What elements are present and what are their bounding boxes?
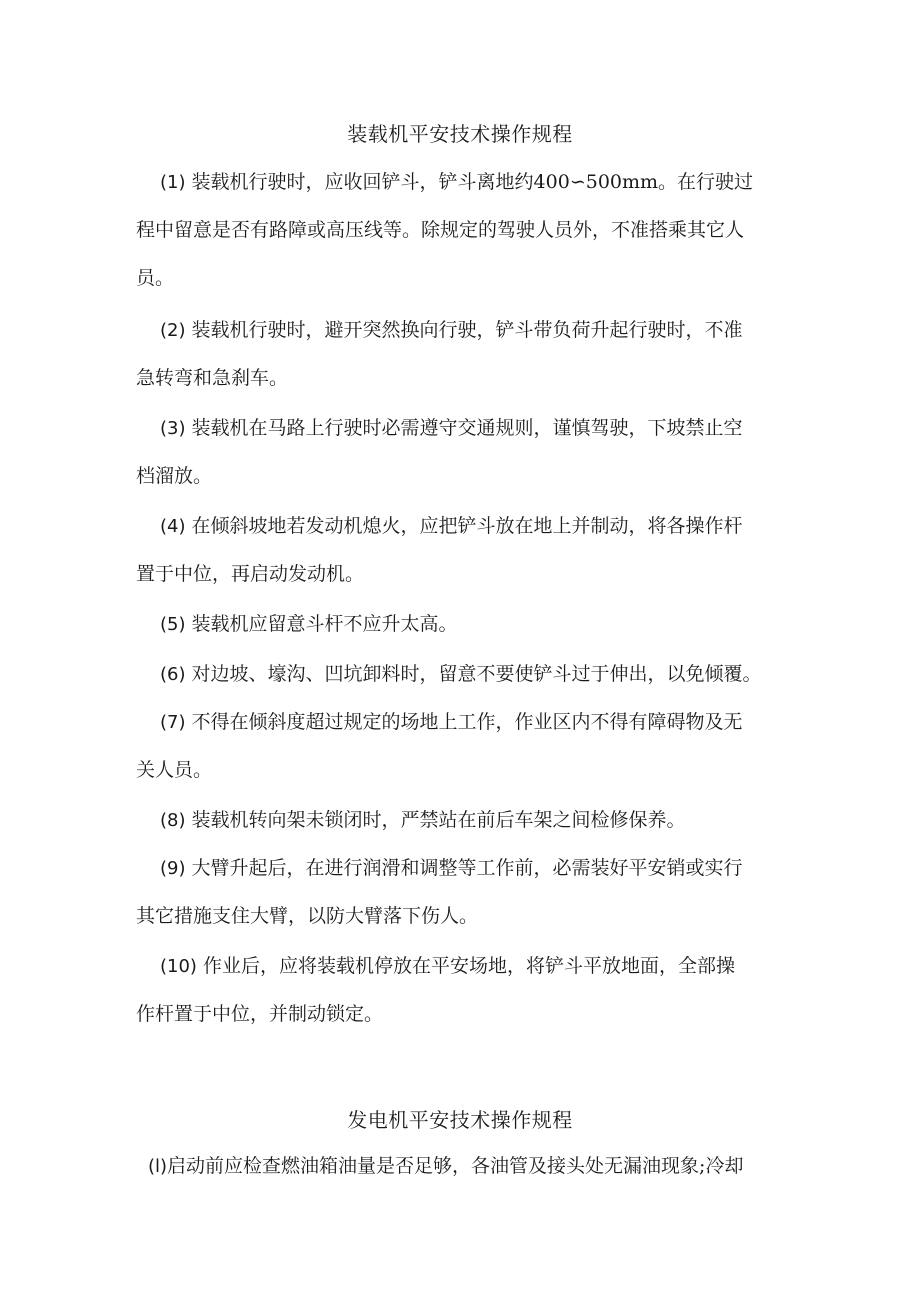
item-text-line: 装载机行驶时，应收回铲斗，铲斗离地约400∽500mm。在行驶过: [191, 171, 754, 193]
rule-item-4: [136, 502, 796, 598]
item-text-line: 装载机行驶时，避开突然换向行驶，铲斗带负荷升起行驶时，不准: [191, 319, 743, 341]
item-text-line: 员。: [136, 267, 175, 289]
item-text-line: 大臂升起后，在进行润滑和调整等工作前，必需装好平安销或实行: [191, 857, 743, 879]
item-number: (l): [148, 1156, 168, 1177]
item-number: (3): [160, 418, 186, 439]
item-text-line: 关人员。: [136, 759, 213, 781]
item-number: (2): [160, 320, 186, 341]
item-text-line: 在倾斜坡地若发动机熄火，应把铲斗放在地上并制动，将各操作杆: [191, 515, 743, 537]
rule-item-5: [136, 600, 796, 648]
item-text-line: 对边坡、壕沟、凹坑卸料时，留意不要使铲斗过于伸出，以免倾覆。: [191, 663, 762, 685]
section-title-loader: 装载机平安技术操作规程: [347, 122, 573, 146]
item-text-line: 装载机在马路上行驶时必需遵守交通规则，谨慎驾驶，下坡禁止空: [191, 417, 743, 439]
item-number: (8): [160, 810, 186, 831]
rule-item-7: [136, 698, 796, 794]
rule-item-6: [136, 650, 796, 698]
item-text-line: 置于中位，再启动发动机。: [136, 563, 365, 585]
rule-item-3: [136, 404, 796, 500]
item-number: (4): [160, 516, 186, 537]
item-text-line: 作杆置于中位，并制动锁定。: [136, 1003, 384, 1025]
item-text-line: 其它措施支住大臂，以防大臂落下伤人。: [136, 905, 479, 927]
item-text-line: 装载机应留意斗杆不应升太高。: [191, 613, 458, 635]
item-number: (9): [160, 858, 186, 879]
section-title-generator: 发电机平安技术操作规程: [347, 1108, 573, 1132]
item-number: (5): [160, 614, 186, 635]
item-number: (6): [160, 664, 186, 685]
rule-item-10: [136, 942, 796, 1038]
item-text-line: 档溜放。: [136, 465, 213, 487]
rule-item-8: [136, 796, 796, 844]
item-text-line: 急转弯和急刹车。: [136, 367, 289, 389]
item-text-line: 程中留意是否有路障或高压线等。除规定的驾驶人员外，不准搭乘其它人: [136, 219, 745, 241]
item-text-line: 作业后，应将装载机停放在平安场地，将铲斗平放地面，全部操: [203, 955, 736, 977]
item-number: (10): [160, 956, 197, 977]
item-text-line: 不得在倾斜度超过规定的场地上工作，作业区内不得有障碍物及无: [191, 711, 743, 733]
rule-item-9: [136, 844, 796, 940]
item-number: (7): [160, 712, 186, 733]
item-text-line: 启动前应检查燃油箱油量是否足够，各油管及接头处无漏油现象;冷却: [167, 1155, 744, 1177]
item-text-line: 装载机转向架未锁闭时，严禁站在前后车架之间检修保养。: [191, 809, 686, 831]
rule-item-gen-1: [148, 1142, 808, 1190]
rule-item-1: [136, 158, 796, 302]
rule-item-2: [136, 306, 796, 402]
item-number: (1): [160, 172, 186, 193]
